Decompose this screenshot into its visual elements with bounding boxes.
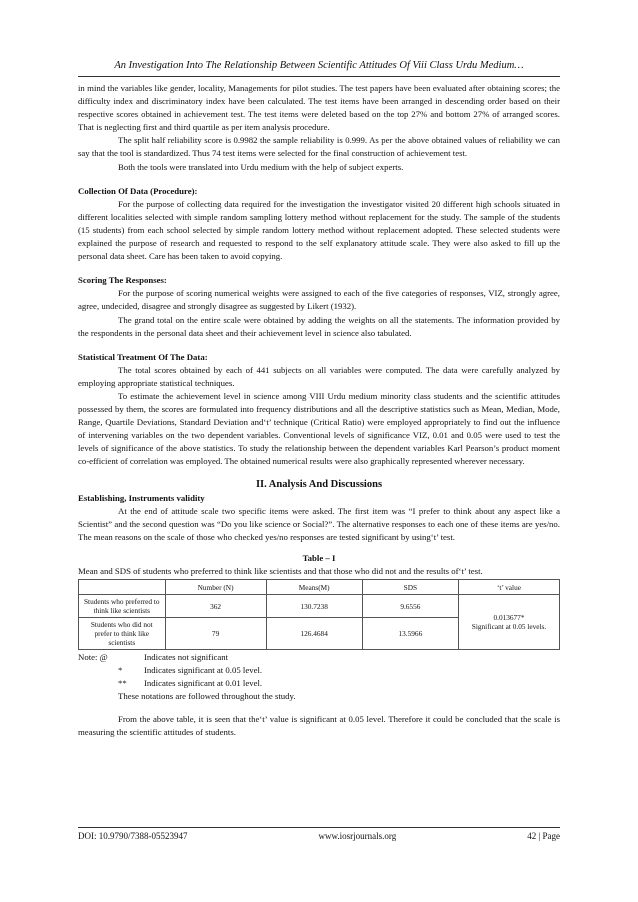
paragraph: The total scores obtained by each of 441 subjects on all variables were computed. The data were carefully analyzed by employing appropriate statistical techniques. — [78, 364, 560, 388]
table-header-cell: Means(M) — [266, 580, 362, 595]
notes-block — [78, 651, 560, 703]
section-heading-scoring: Scoring The Responses: — [78, 275, 167, 286]
page-footer — [78, 827, 560, 841]
table-header-row — [79, 580, 560, 595]
notes-followed: These notations are followed throughout the study. — [118, 691, 296, 702]
table-title: Table – I — [302, 553, 336, 563]
t-value: 0.013677* — [493, 613, 525, 623]
subsection-heading-validity: Establishing, Instruments validity — [78, 492, 205, 503]
paragraph: For the purpose of collecting data required for the investigation the investigator visited 20 different high schools situated in different localities selected with simple random sampling lottery method without replacement for the study. The sample of the students (15 students) from each school selected by simple random lottery method without replacement adopted. These selected students were explained the purpose of research and requested to respond to the self explanatory attitude scale. They were also asked to fill up the personal data sheet. Care has been taken to avoid copying. — [78, 198, 560, 262]
paragraph: The grand total on the entire scale were obtained by adding the weights on all the statements. The information provided by the respondents in the personal data sheet and their achievement level in science also tabulated. — [78, 314, 560, 338]
cell-sds: 13.5966 — [362, 618, 458, 650]
table-header-cell: SDS — [362, 580, 458, 595]
table-caption: Mean and SDS of students who preferred to think like scientists and that those who did not and the results of‘t’ test. — [78, 566, 483, 577]
row-label: Students who did not prefer to think like scientists — [79, 618, 166, 650]
note-item — [78, 677, 560, 690]
paragraph: Both the tools were translated into Urdu medium with the help of subject experts. — [118, 161, 404, 172]
footer-page-number: 42 | Page — [527, 831, 560, 841]
table-header-cell: Number (N) — [165, 580, 266, 595]
t-significance: Significant at 0.05 levels. — [471, 622, 547, 632]
paragraph: At the end of attitude scale two specific items were asked. The first item was “I prefer to think about any aspect like a Scientist” and the second question was “Do you like science or Social?”. The alternative responses to each one of these items are yes/no. The mean reasons on the scale of those who checked yes/no responses are tested significant by using‘t’ test. — [78, 505, 560, 542]
footer-website: www.iosrjournals.org — [318, 831, 397, 841]
paragraph: From the above table, it is seen that the‘t’ value is significant at 0.05 level. Therefore it could be concluded that the scale is measuring the scientific attitudes of students. — [78, 713, 560, 737]
note-label: Note: @ — [78, 652, 108, 663]
cell-n: 79 — [165, 618, 266, 650]
paragraph: The split half reliability score is 0.9982 the sample reliability is 0.999. As per the above obtained values of reliability we can say that the tool is standardized. Thus 74 test items were selected for the final construction of achievement test. — [78, 135, 560, 159]
note-text: Indicates not significant — [144, 652, 229, 663]
cell-mean: 126.4684 — [266, 618, 362, 650]
running-header: An Investigation Into The Relationship Between Scientific Attitudes Of Viii Class Urdu Medium… — [78, 60, 560, 77]
row-label: Students who preferred to think like scientists — [79, 595, 166, 618]
note-item — [78, 664, 560, 677]
table-header-cell: ‘t’ value — [458, 580, 559, 595]
article-body — [78, 82, 560, 739]
note-item — [78, 651, 560, 664]
note-symbol: ** — [118, 678, 127, 689]
footer-doi: DOI: 10.9790/7388-05523947 — [78, 831, 188, 841]
paragraph: To estimate the achievement level in science among VIII Urdu medium minority class students and the scientific attitudes possessed by them, the scores are formulated into frequency distributions and all the descriptive statistics such as Mean, Median, Mode, Range, Quartile Deviations, Standard Deviation and‘t’ technique (Critical Ratio) were employed appropriately to find out the influence of intervening variables on the two dependent variables. Conventional levels of significance VIZ, 0.01 and 0.05 were used to test the levels of significance of the above statistics. To study the relationship between the dependent variables Karl Pearson’s product moment co-efficient of correlation was employed. The obtained numerical results were also graphically represented wherever necessary. — [78, 390, 560, 467]
section-heading-collection: Collection Of Data (Procedure): — [78, 185, 198, 196]
cell-mean: 130.7238 — [266, 595, 362, 618]
cell-t-value — [458, 595, 559, 650]
note-text: Indicates significant at 0.01 level. — [144, 678, 263, 689]
note-symbol: * — [118, 665, 123, 676]
cell-n: 362 — [165, 595, 266, 618]
note-text: Indicates significant at 0.05 level. — [144, 665, 263, 676]
cell-sds: 9.6556 — [362, 595, 458, 618]
paragraph: For the purpose of scoring numerical weights were assigned to each of the five categories of responses, VIZ, strongly agree, agree, undecided, disagree and strongly disagree as suggested by Likert (1932). — [78, 288, 560, 312]
section-heading-statistical: Statistical Treatment Of The Data: — [78, 351, 208, 362]
section-heading-analysis: II. Analysis And Discussions — [255, 478, 383, 490]
results-table — [78, 579, 560, 650]
table-header-cell — [79, 580, 166, 595]
table-row — [79, 595, 560, 618]
paragraph: in mind the variables like gender, locality, Managements for pilot studies. The test papers have been evaluated after obtaining scores; the difficulty index and discriminatory index have been calculated. The test items have been arranged in descending order based on their respective scores obtained in achievement test. The test items were deleted based on the top 27% and bottom 27% of arranged scores. That is neglecting first and third quartile as per item analysis procedure. — [78, 83, 560, 133]
